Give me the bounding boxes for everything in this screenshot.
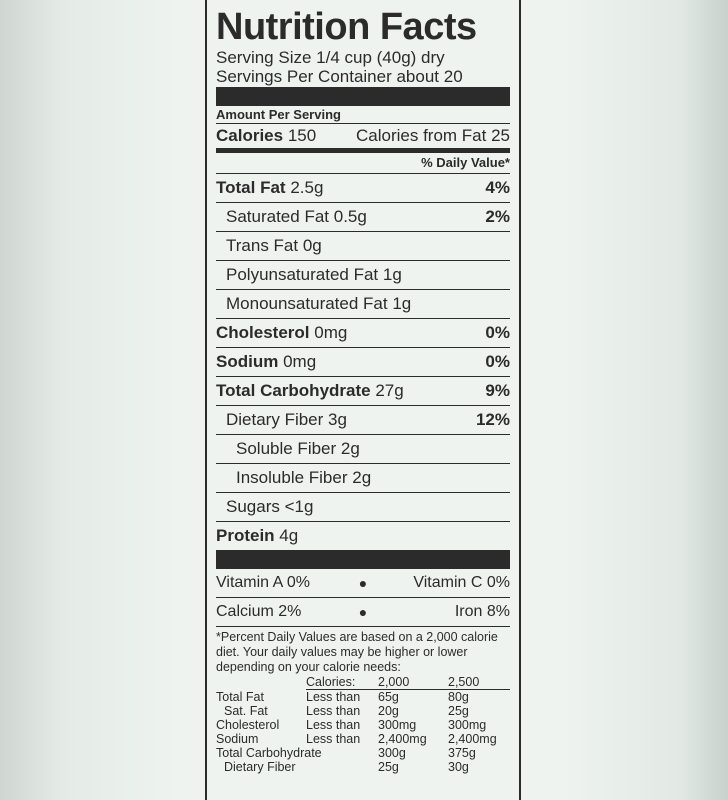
nutrient-name-cell [226,497,313,517]
nutrient-dv: 2% [485,207,510,226]
bullet-icon: ● [358,575,368,591]
nutrient-name-cell [216,381,404,401]
nutrient-name-cell [216,178,323,198]
nutrient-amount: 27g [375,381,404,400]
dv-row-2000: 300g [378,746,406,760]
calories-from-fat: Calories from Fat 25 [356,126,510,145]
nutrient-name: Insoluble Fiber [236,468,348,487]
dv-table-row [216,746,510,760]
nutrient-dv: 9% [485,381,510,400]
dv-row-2500: 2,400mg [448,732,497,746]
nutrient-row-total-carbohydrate [216,376,510,405]
nutrient-amount: 0mg [283,352,317,371]
label-title: Nutrition Facts [216,6,477,48]
calories-cell [216,126,316,146]
dv-row-name: Total Fat [216,689,264,704]
dv-row-limit: Less than [306,690,361,704]
nutrient-dv: 12% [475,410,510,429]
dv-header-label: Calories: [306,675,378,690]
nutrient-name: Soluble Fiber [236,439,337,458]
nutrient-row-sugars [216,492,510,521]
nutrient-name-cell [226,294,411,314]
nutrient-name: Saturated Fat [226,207,330,226]
dv-row-2500: 375g [448,746,476,760]
dv-row-limit: Less than [306,718,361,732]
calories-value: 150 [287,126,317,145]
nutrient-row-insoluble-fiber [216,463,510,492]
nutrient-name: Protein [216,526,275,545]
nutrient-name-cell [226,410,347,430]
bullet-icon: ● [358,604,368,620]
vitamin-right: Vitamin C 0% [413,574,510,591]
nutrient-amount: 3g [328,410,347,429]
nutrient-row-cholesterol [216,318,510,347]
nutrient-amount: 2g [340,439,360,458]
calories-row [216,124,510,148]
nutrient-row-polyunsaturated-fat [216,260,510,289]
nutrient-amount: 0g [302,236,322,255]
dv-row-2500: 25g [448,704,469,718]
dv-table-row [216,704,510,718]
dv-row-2000: 300mg [378,718,417,732]
nutrient-name-cell [216,352,316,372]
nutrient-row-sodium [216,347,510,376]
nutrient-amount: 1g [382,265,402,284]
nutrient-name: Sodium [216,352,279,371]
dv-row-2000: 20g [378,704,399,718]
nutrient-name-cell [216,526,298,546]
nutrient-name-cell [226,236,322,256]
daily-value-table [216,675,510,774]
nutrient-dv: 4% [485,178,510,197]
footnote: *Percent Daily Values are based on a 2,000 calorie diet. Your daily values may be higher or lower depending on your calorie needs: [216,630,498,674]
nutrient-amount: 0.5g [333,207,367,226]
dv-row-name: Sodium [216,732,259,746]
nutrient-amount: 2.5g [290,178,324,197]
dv-row-2500: 300mg [448,718,487,732]
nutrition-facts-label [205,0,521,800]
dv-row-name: Dietary Fiber [224,760,296,774]
dv-table-row [216,690,510,705]
dv-row-2500: 30g [448,760,469,774]
nutrient-name: Monounsaturated Fat [226,294,388,313]
dv-header-2500: 2,500 [448,675,510,690]
amount-per-serving: Amount Per Serving [216,107,341,122]
dv-table-header [216,675,510,690]
nutrient-name: Dietary Fiber [226,410,324,429]
dv-row-2000: 25g [378,760,399,774]
vitamin-row [216,569,510,597]
thick-divider [216,87,510,106]
dv-row-2500: 80g [448,690,469,704]
nutrient-row-soluble-fiber [216,434,510,463]
nutrient-name: Total Fat [216,178,286,197]
dv-row-name: Sat. Fat [224,704,268,718]
dv-row-limit: Less than [306,704,361,718]
dv-cell-empty [216,675,306,690]
nutrient-dv: 0% [485,352,510,371]
nutrient-name-cell [236,439,360,459]
nutrient-row-saturated-fat [216,202,510,231]
dv-row-2000: 2,400mg [378,732,427,746]
daily-value-header: % Daily Value* [216,152,510,173]
dv-row-limit: Less than [306,732,361,746]
vitamin-left: Calcium 2% [216,603,302,620]
dv-row-name: Total Carbohydrate [216,746,322,760]
nutrient-row-dietary-fiber [216,405,510,434]
nutrient-name: Cholesterol [216,323,310,342]
dv-table-row [216,732,510,746]
dv-table-row [216,718,510,732]
servings-per-container: Servings Per Container about 20 [216,67,463,86]
nutrient-amount: 0mg [314,323,348,342]
dv-header-2000: 2,000 [378,675,448,690]
dv-table-row [216,760,510,774]
nutrient-name: Sugars [226,497,280,516]
nutrient-name: Trans Fat [226,236,299,255]
vitamin-row [216,597,510,626]
nutrient-name-cell [226,265,402,285]
nutrient-row-trans-fat [216,231,510,260]
vitamin-right: Iron 8% [454,603,510,620]
nutrient-row-total-fat [216,173,510,202]
calories-label: Calories [216,126,284,145]
nutrient-name-cell [236,468,371,488]
serving-size: Serving Size 1/4 cup (40g) dry [216,48,445,67]
nutrient-row-protein [216,521,510,550]
nutrient-amount: <1g [284,497,314,516]
nutrient-name: Total Carbohydrate [216,381,371,400]
nutrient-name-cell [216,323,347,343]
nutrient-name-cell [226,207,367,227]
nutrient-name: Polyunsaturated Fat [226,265,379,284]
vitamin-left: Vitamin A 0% [216,574,310,591]
dv-row-2000: 65g [378,690,399,704]
dv-row-name: Cholesterol [216,718,280,732]
nutrient-amount: 4g [279,526,299,545]
nutrient-amount: 1g [392,294,412,313]
nutrient-row-monounsaturated-fat [216,289,510,318]
nutrient-amount: 2g [352,468,372,487]
nutrient-dv: 0% [485,323,510,342]
thick-divider [216,550,510,569]
